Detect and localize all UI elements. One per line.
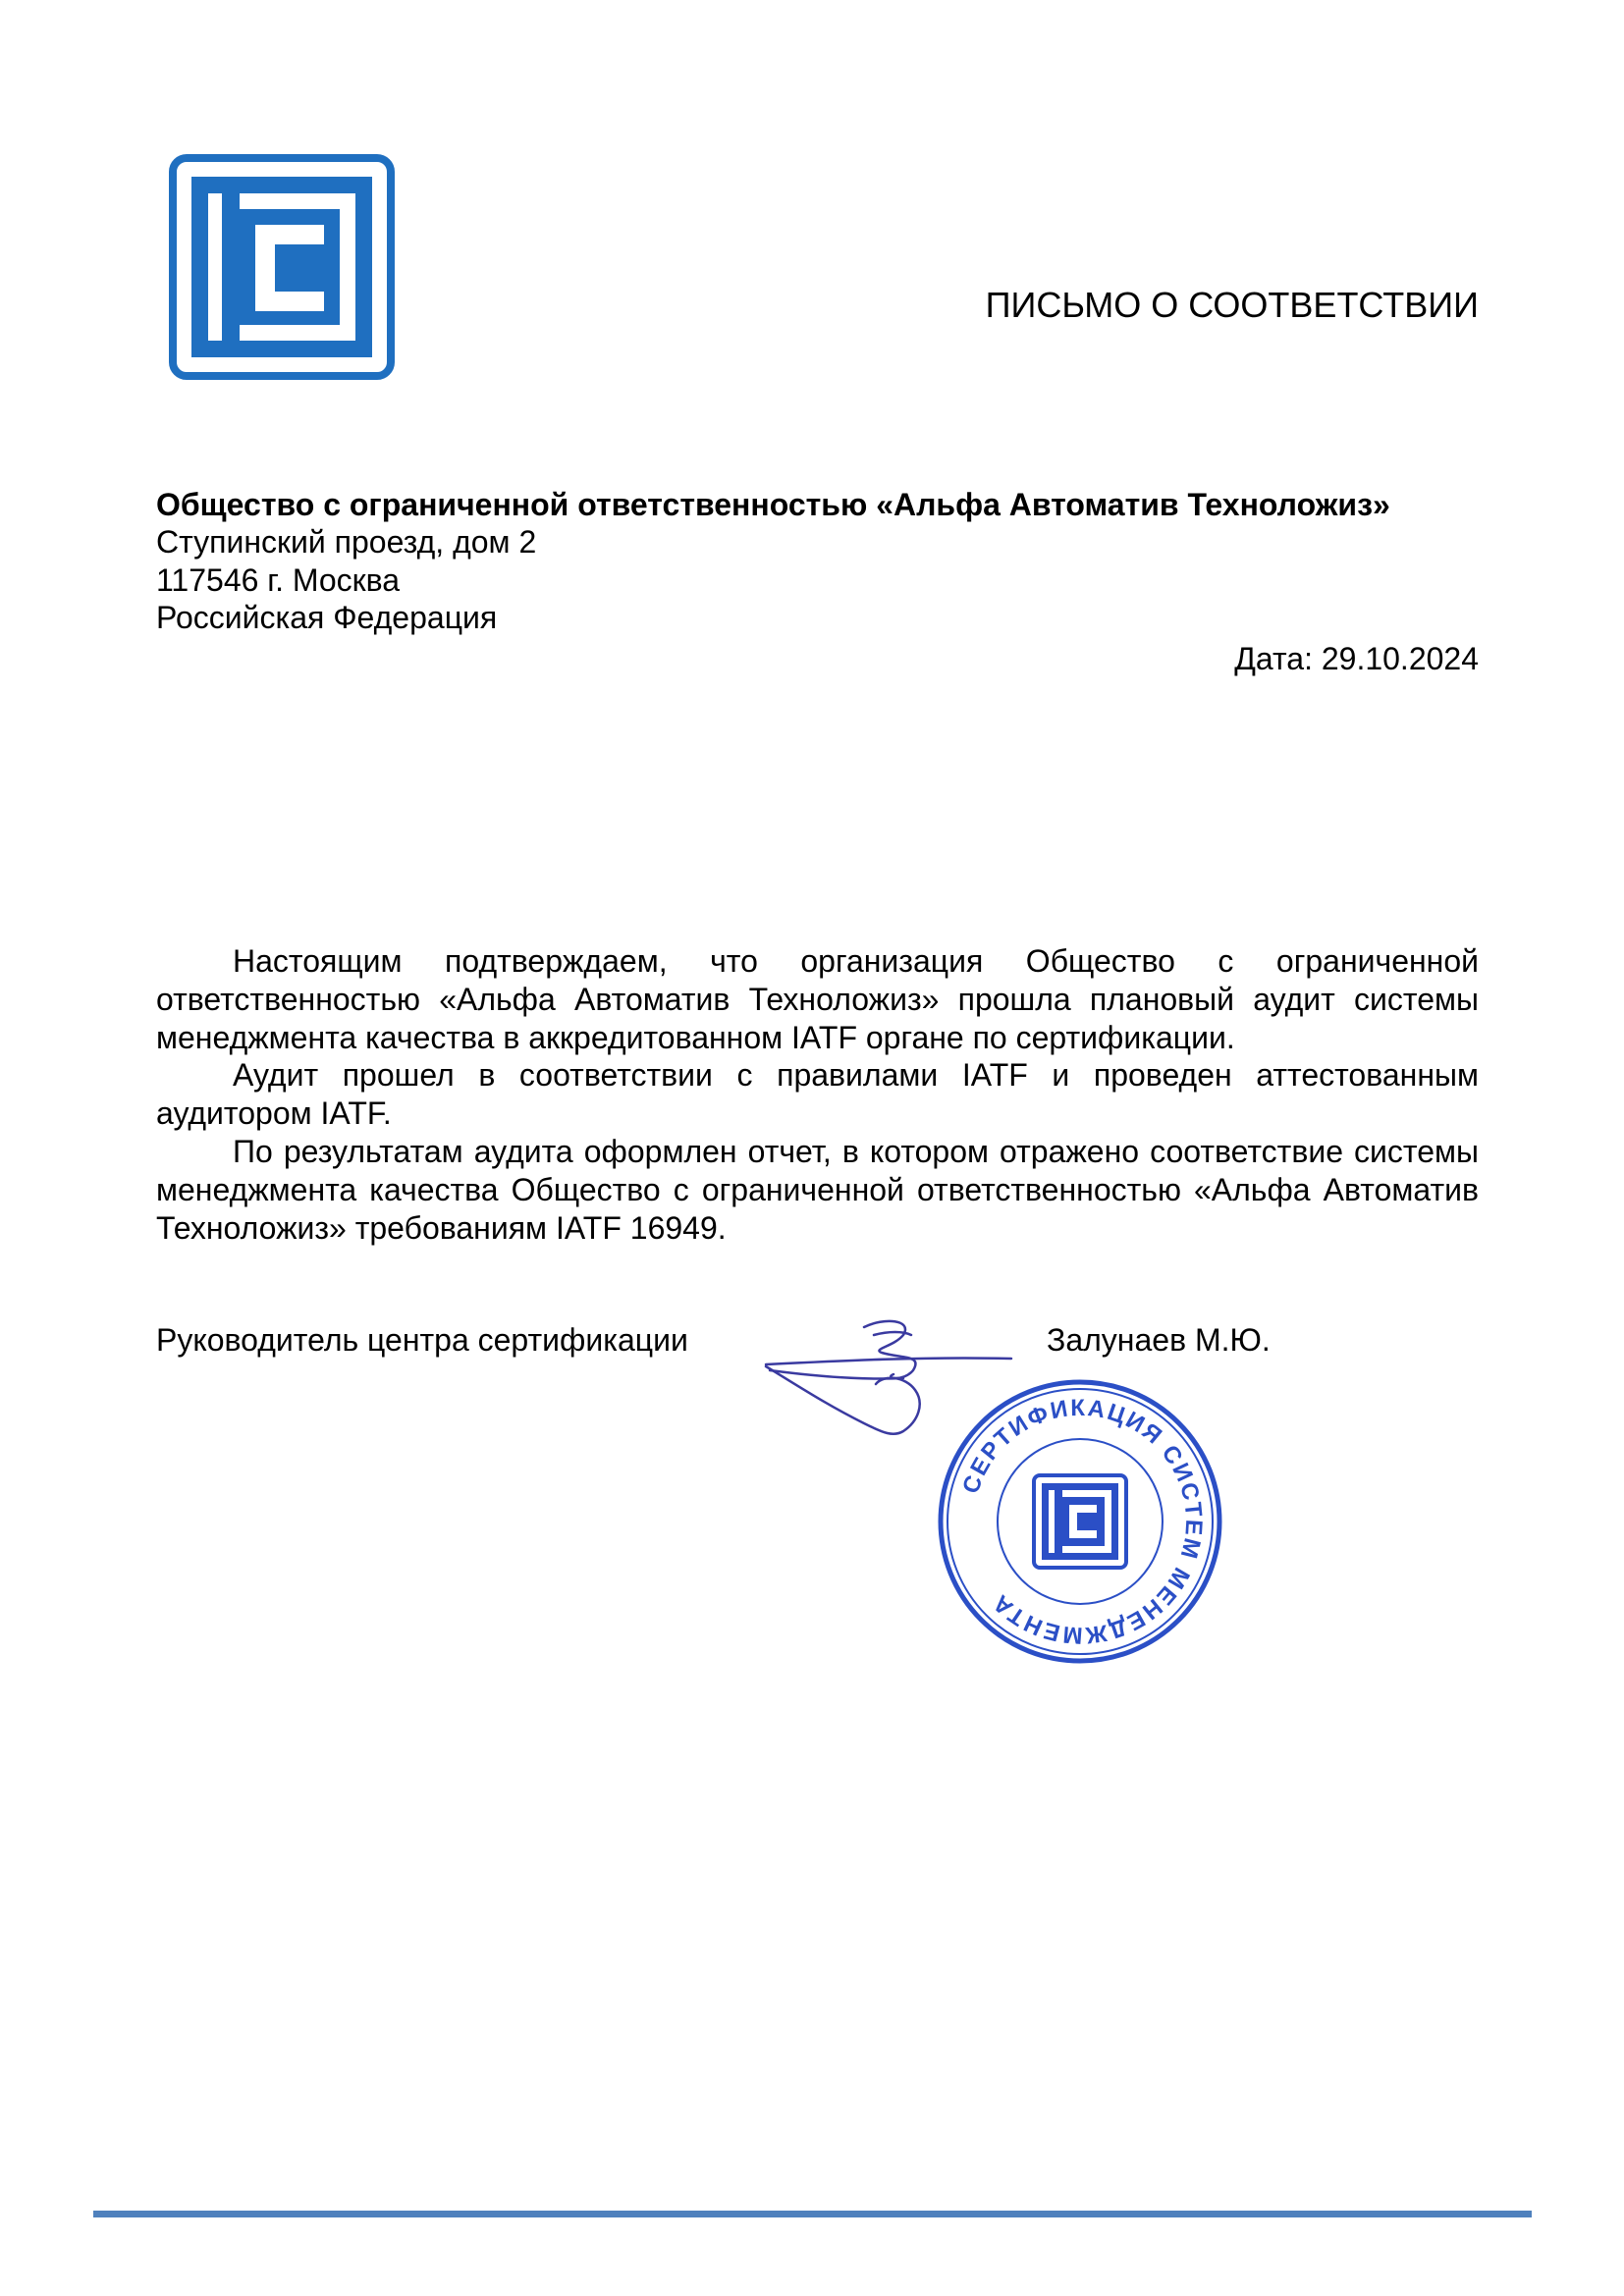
document-date: Дата: 29.10.2024: [1234, 641, 1479, 676]
signatory-name: Залунаев М.Ю.: [1047, 1322, 1271, 1358]
company-logo: [169, 154, 395, 380]
body-paragraph-2: Аудит прошел в соответствии с правилами IATF и проведен аттестованным аудитором IATF.: [156, 1057, 1479, 1131]
document-title: ПИСЬМО О СООТВЕТСТВИИ: [985, 285, 1479, 325]
recipient-address-country: Российская Федерация: [156, 600, 498, 635]
body-paragraph-1: Настоящим подтверждаем, что организация Общество с ограниченной ответственностью «Альфа Автоматив Техноложиз» прошла плановый аудит системы менеджмента качества в аккредитованном IATF органе по сертификации.: [156, 943, 1479, 1055]
recipient-name: Общество с ограниченной ответственностью «Альфа Автоматив Техноложиз»: [156, 487, 1390, 522]
body-paragraph-3: По результатам аудита оформлен отчет, в котором отражено соответствие системы менеджмента качества Общество с ограниченной ответственностью «Альфа Автоматив Техноложиз» требованиям IATF 16949.: [156, 1134, 1479, 1246]
recipient-address-city: 117546 г. Москва: [156, 562, 401, 598]
handwritten-signature: [756, 1306, 1051, 1453]
recipient-address-street: Ступинский проезд, дом 2: [156, 524, 537, 560]
stamp-ring-text: СЕРТИФИКАЦИЯ СИСТЕМ МЕНЕДЖМЕНТА: [957, 1394, 1208, 1649]
footer-rule: [93, 2211, 1532, 2217]
signatory-role: Руководитель центра сертификации: [156, 1322, 688, 1358]
